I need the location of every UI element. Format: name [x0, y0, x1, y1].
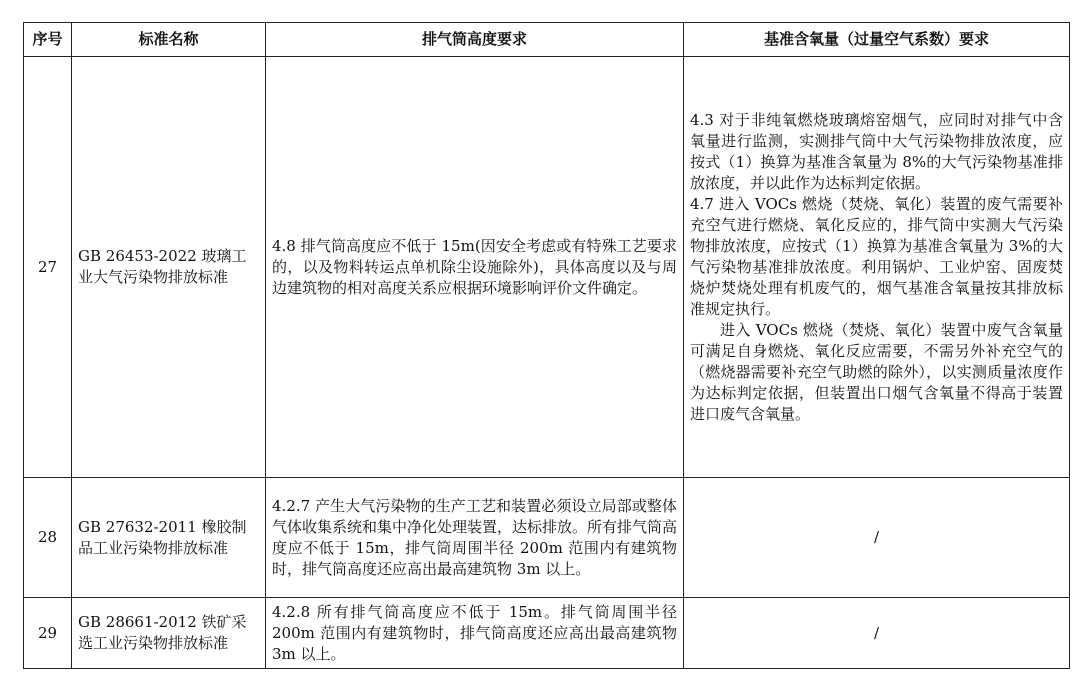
row-number: 27 — [24, 57, 72, 478]
header-standard-name: 标准名称 — [72, 23, 266, 57]
standards-table — [23, 22, 1070, 669]
stack-height-requirement: 4.2.7 产生大气污染物的生产工艺和装置必须设立局部或整体气体收集系统和集中净化处理装置，达标排放。所有排气筒高度应不低于 15m，排气筒周围半径 200m 范围内有建筑物时，排气筒高度还应高出最高建筑物 3m 以上。 — [266, 478, 684, 598]
header-number: 序号 — [24, 23, 72, 57]
table-header-row — [24, 23, 1070, 57]
standard-name: GB 27632-2011 橡胶制品工业污染物排放标准 — [72, 478, 266, 598]
oxygen-requirement: / — [684, 478, 1070, 598]
row-number: 28 — [24, 478, 72, 598]
oxygen-requirement — [684, 57, 1070, 478]
standard-name: GB 26453-2022 玻璃工业大气污染物排放标准 — [72, 57, 266, 478]
oxygen-paragraph: 4.7 进入 VOCs 燃烧（焚烧、氧化）装置的废气需要补充空气进行燃烧、氧化反应的，排气筒中实测大气污染物排放浓度，应按式（1）换算为基准含氧量为 3%的大气污染物基准排放浓度。利用锅炉、工业炉窑、固废焚烧炉焚烧处理有机废气的，烟气基准含氧量按其排放标准规定执行。 — [690, 194, 1063, 318]
header-stack-height: 排气筒高度要求 — [266, 23, 684, 57]
table-row — [24, 478, 1070, 598]
table-row — [24, 598, 1070, 669]
standard-name: GB 28661-2012 铁矿采选工业污染物排放标准 — [72, 598, 266, 669]
oxygen-requirement: / — [684, 598, 1070, 669]
row-number: 29 — [24, 598, 72, 669]
oxygen-paragraph: 4.3 对于非纯氧燃烧玻璃熔窑烟气，应同时对排气中含氧量进行监测，实测排气筒中大气污染物排放浓度，应按式（1）换算为基准含氧量为 8%的大气污染物基准排放浓度，并以此作为达标判定依据。 — [690, 110, 1063, 192]
table-row — [24, 57, 1070, 478]
oxygen-paragraph: 进入 VOCs 燃烧（焚烧、氧化）装置中废气含氧量可满足自身燃烧、氧化反应需要，不需另外补充空气的（燃烧器需要补充空气助燃的除外），以实测质量浓度作为达标判定依据，但装置出口烟气含氧量不得高于装置进口废气含氧量。 — [690, 320, 1063, 423]
stack-height-requirement: 4.2.8 所有排气筒高度应不低于 15m。排气筒周围半径 200m 范围内有建筑物时，排气筒高度还应高出最高建筑物 3m 以上。 — [266, 598, 684, 669]
header-oxygen-content: 基准含氧量（过量空气系数）要求 — [684, 23, 1070, 57]
stack-height-requirement: 4.8 排气筒高度应不低于 15m(因安全考虑或有特殊工艺要求的，以及物料转运点单机除尘设施除外)，具体高度以及与周边建筑物的相对高度关系应根据环境影响评价文件确定。 — [266, 57, 684, 478]
